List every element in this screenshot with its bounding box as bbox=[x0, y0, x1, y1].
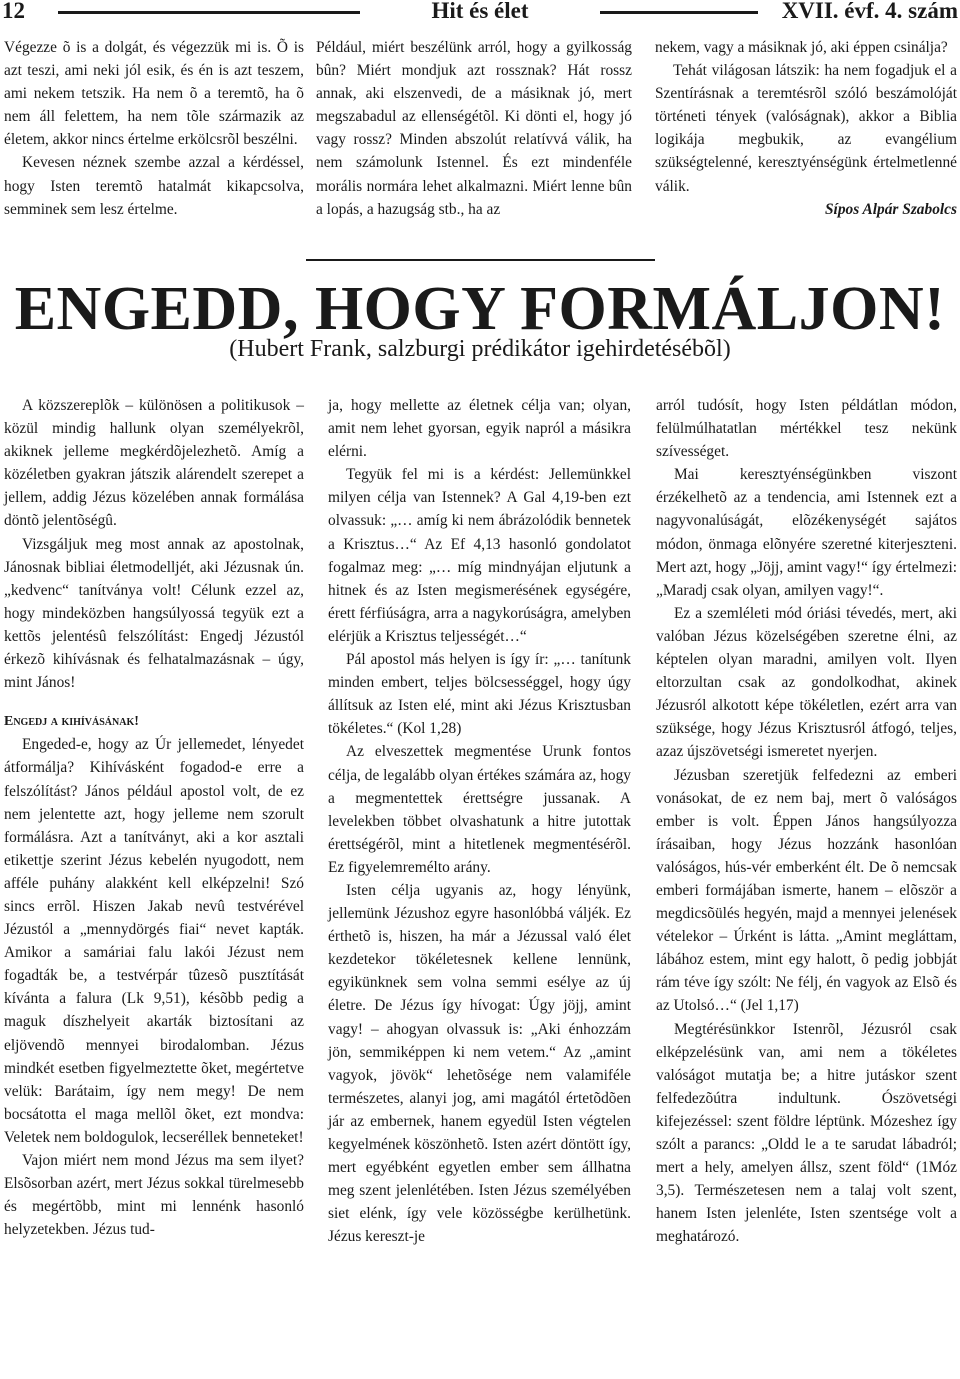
author-signature: Sípos Alpár Szabolcs bbox=[825, 200, 957, 218]
paragraph: A közszereplõk – különösen a politikusok – közül mindig hallunk olyan személyekrõl, akiknek jelleme megkérdõjelezhetõ. Amíg a közéletben gyakran játszik alárendelt szerepet a jellem, addig Jézus közelében annak formálása döntõ jelentõségû. bbox=[4, 397, 304, 530]
article-headline: ENGEDD, HOGY FORMÁLJON! bbox=[14, 275, 946, 343]
paragraph: Tegyük fel mi is a kérdést: Jellemünkkel milyen célja van Istennek? A Gal 4,19-ben ezt olvassuk: „… amíg ki nem ábrázolódik bennetek a Krisztus…“ Az Ef 4,13 hasonló gondolatot fogalmaz meg: „… míg mindnyájan eljutunk a hitnek és az Isten megismerésének egységére, érett férfiúságra, arra a nagykorúságra, amelyben elérjük a Krisztus teljességét…“ bbox=[328, 466, 631, 645]
header-rule-right bbox=[600, 11, 758, 14]
page-number: 12 bbox=[2, 0, 25, 23]
paragraph: Pál apostol más helyen is így ír: „… tanítunk minden embert, teljes bölcsességgel, hogy úgy állítsuk az Isten elé, mint aki Jézus Krisztusban tökéletes.“ (Kol 1,28) bbox=[328, 651, 631, 738]
section-divider bbox=[306, 259, 655, 261]
paragraph: Az elveszettek megmentése Urunk fontos célja, de legalább olyan értékes számára az, hogy a megmentettek érettségre jussanak. A levelekben többet olvashatunk a hitre jutottak érettségérõl, mint a hitetlenek megmentésérõl. Ez figyelemremélto arány. bbox=[328, 743, 631, 876]
issue-label: XVII. évf. 4. szám bbox=[781, 0, 958, 23]
paragraph: Jézusban szeretjük felfedezni az emberi vonásokat, de ez nem baj, mert õ valóságos ember is volt. Éppen János hangsúlyozza írásaiban, hogy Jézus hozzánk hasonlóan valóságos, hús-vér emberként élt. De õ nemcsak emberi formájában ismerte, hanem – elõször a megdicsõülés hegyén, majd a mennyei jelenések vételekor – Úrként is látta. „Amint megláttam, lábához estem, mint egy halott, õ pedig jobbját rám téve így szólt: Ne félj, én vagyok az Elsõ és az Utolsó…“ (Jel 1,17) bbox=[656, 766, 957, 1015]
paragraph: Vizsgáljuk meg most annak az apostolnak, Jánosnak bibliai életmodelljét, aki Jézusnak ún. „kedvenc“ tanítványa volt! Célunk ezzel az, hogy mindeközben hangsúlyossá tegyük ezt a kettõs jelentésû felszólítást: Engedj Jézustól érkezõ kihívásnak és felhatalmazásnak – úgy, mint János! bbox=[4, 535, 304, 692]
paragraph: Engeded-e, hogy az Úr jellemedet, lényedet átformálja? Kihívásként fogadod-e erre a felszólítást? János például apostol volt, de ez nem jelentette azt, hogy jelleme nem szorult formálásra. Azt a tanítványt, aki a kor asztali etikettje szerint Jézus kebelén nyugodott, nem afféle puhány alakként kell elképzelni! Szó sincs errõl. Hiszen Jakab nevû testvérével Jézustól a „mennydörgés fiai“ nevet kapták. Amikor a samáriai falu lakói Jézust nem fogadták be, a testvérpár tûzesõ pusztítását kívánta a falura (Lk 9,51), késõbb pedig a maguk díszhelyeit akarták biztosítani az eljövendõ mennyei birodalomban. Jézus mindkét esetben figyelmeztette õket, megértetve velük: Barátaim, így nem megy! De nem bocsátotta el maga mellõl õket, ezt mondva: Veletek nem boldogulok, lecseréllek benneteket! bbox=[4, 736, 304, 1146]
top-article-column-2 bbox=[316, 36, 632, 221]
paragraph: Tehát világosan látszik: ha nem fogadjuk el a Szentírásnak a teremtésrõl szóló beszámolóját történeti tények (valóságnak), akkor a Biblia logikája megbukik, az evangélium szükségtelenné, keresztyénségünk értelmetlenné válik. bbox=[655, 62, 957, 195]
paragraph: Megtérésünkkor Istenrõl, Jézusról csak elképzelésünk van, ami nem a tökéletes valóságot mutatja be; a hitre jutáskor szent felfedezõútra indultunk. Ószövetségi kifejezéssel: szent földre léptünk. Mózeshez így szólt a parancs: „Oldd le a te sarudat lábadról; mert a hely, amelyen állsz, szent föld“ (1Móz 3,5). Természetesen nem a talaj volt szent, hanem Isten jelenléte, Isten szentsége volt a meghatározó. bbox=[656, 1020, 957, 1246]
article-column-2 bbox=[328, 394, 631, 1248]
paragraph: Végezze õ is a dolgát, és végezzük mi is. Õ is azt teszi, ami neki jól esik, és én is azt teszem, ami nekem tetszik. Ha nem õ a teremtõ, ha õ nem áll felettem, ha nem tõle származik az életem, akkor nincs értelme erkölcsrõl beszélni. bbox=[4, 39, 304, 149]
paragraph: Mai keresztyénségünkben viszont érzékelhetõ az a tendencia, ami Istennek ezt a nagyvonalúságát, elõzékenységét sajátos módon, önmaga elõnyére szeretné kiterjeszteni. Mert azt, hogy „Jöjj, amint vagy!“ így értelmezi: „Maradj csak olyan, amilyen vagy!“. bbox=[656, 466, 957, 599]
paragraph: nekem, vagy a másiknak jó, aki éppen csinálja? bbox=[655, 39, 948, 56]
top-article-column-1 bbox=[4, 36, 304, 221]
paragraph: arról tudósít, hogy Isten példátlan módon, felülmúlhatatlan mértékkel tesz nekünk szívességet. bbox=[656, 397, 957, 461]
article-subtitle: (Hubert Frank, salzburgi prédikátor igehirdetésébõl) bbox=[229, 336, 731, 362]
publication-title: Hit és élet bbox=[431, 0, 529, 23]
article-column-1 bbox=[4, 394, 304, 1241]
section-heading: Engedj a kihívásának! bbox=[4, 714, 139, 730]
paragraph: Isten célja ugyanis az, hogy lényünk, jellemünk Jézushoz egyre hasonlóbbá váljék. Ez érthetõ is, hiszen, ha már a Jézussal való élet kezdetekor tökéletesnek kellene lennünk, egyikünknek sem volna semmi esélye az új életre. De Jézus így hívogat: Úgy jöjj, amint vagy! – ahogyan olvassuk is: „Aki énhozzám jön, semmiképpen ki nem vetem.“ Az „amint vagyok, jövök“ lehetõsége nem valamiféle természetes, alanyi jog, ami magától értetõdõen jár az embernek, hanem egyedül Isten végtelen kegyelmének köszönhetõ. Isten azért döntött így, mert egyébként egyetlen ember sem állhatna meg szent jelenlétében. Isten Jézus személyében siet elénk, így vele közösségbe kerülhetünk. Jézus kereszt-je bbox=[328, 881, 631, 1246]
top-article-column-3 bbox=[655, 36, 957, 221]
paragraph: ja, hogy mellette az életnek célja van; olyan, amit nem lehet gyorsan, egyik napról a másikra elérni. bbox=[328, 397, 631, 461]
paragraph: Kevesen néznek szembe azzal a kérdéssel, hogy Isten teremtõ hatalmát kikapcsolva, semminek sem lesz értelme. bbox=[4, 154, 304, 218]
page-header bbox=[0, 0, 960, 28]
paragraph: Ez a szemléleti mód óriási tévedés, mert, aki valóban Jézus közelségében szeretne élni, az képtelen olyan maradni, amilyen volt. Ilyen eltorzultan csak az gondolkodhat, akinek Jézusról alkotott képe tökéletlen, ezért arra van szüksége, hogy Jézus Krisztusról átfogó, teljes, azaz újszövetségi ismeretet nyerjen. bbox=[656, 604, 957, 761]
article-column-3 bbox=[656, 394, 957, 1248]
paragraph: Például, miért beszélünk arról, hogy a gyilkosság bûn? Miért mondjuk azt rossznak? Hát rossz annak, aki elszenvedi, de a másiknak jó, mert megszabadul az ellenségétõl. Ki dönti el, hogy jó vagy rossz? Minden abszolút relatívvá válik, ha nem számolunk Istennel. És ezt mindenféle morális normára lehet alkalmazni. Miért lenne bûn a lopás, a hazugság stb., ha az bbox=[316, 39, 632, 218]
paragraph: Vajon miért nem mond Jézus ma sem ilyet? Elsõsorban azért, mert Jézus sokkal türelmesebb és megértõbb, mint mi lennénk hasonló helyzetekben. Jézus tud- bbox=[4, 1152, 304, 1239]
